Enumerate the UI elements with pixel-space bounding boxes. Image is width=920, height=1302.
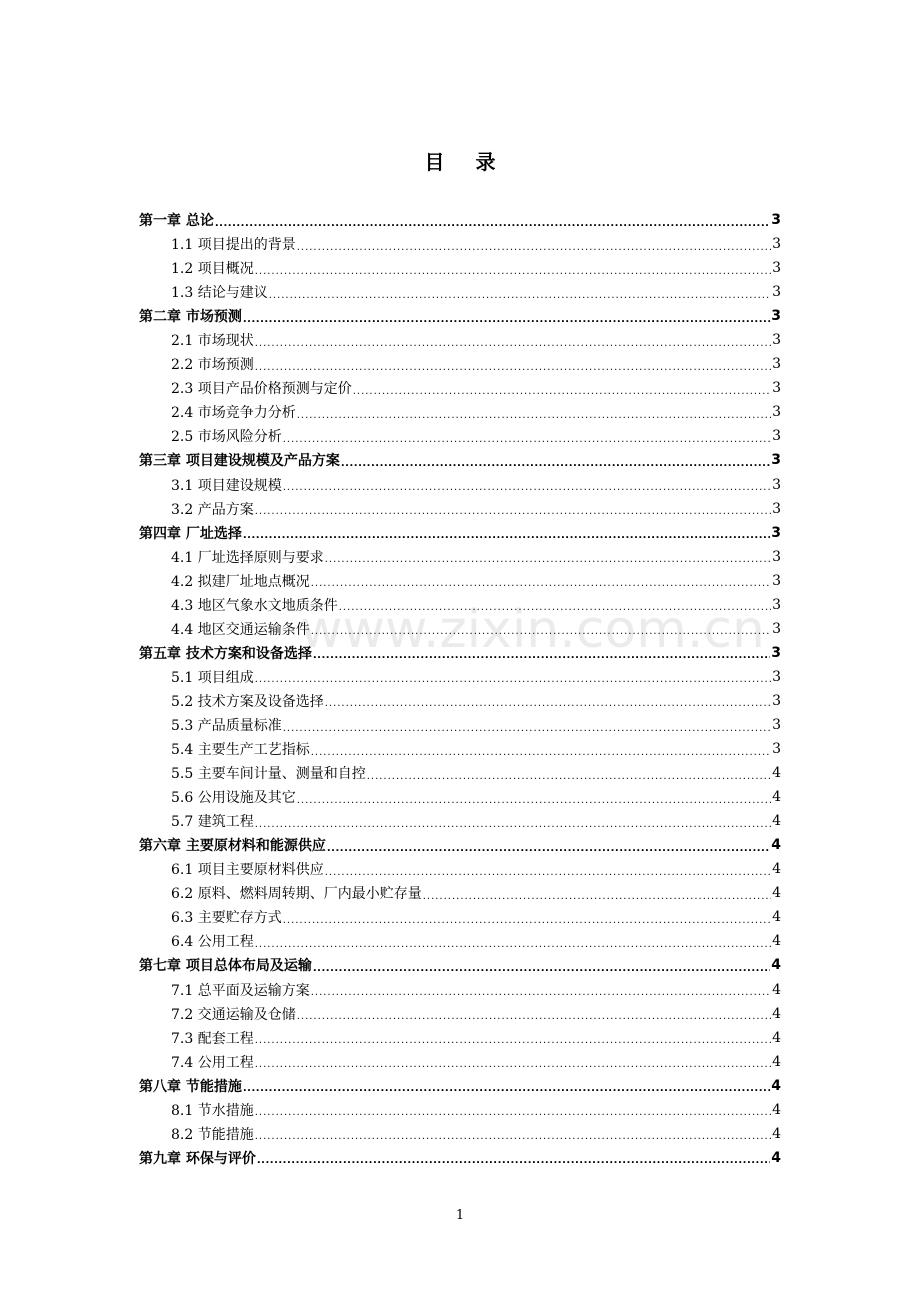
toc-chapter-entry[interactable] xyxy=(139,304,781,328)
toc-entry-title: 6.2 原料、燃料周转期、厂内最小贮存量 xyxy=(171,886,422,903)
toc-section-entry[interactable] xyxy=(139,1026,781,1050)
toc-page-number: 3 xyxy=(771,452,781,469)
toc-page-number: 3 xyxy=(771,524,781,541)
toc-section-entry[interactable] xyxy=(139,376,781,400)
toc-page-number: 3 xyxy=(772,236,781,253)
toc-page-number: 3 xyxy=(772,428,781,445)
toc-page-number: 3 xyxy=(772,572,781,589)
toc-section-entry[interactable] xyxy=(139,593,781,617)
toc-dot-leader xyxy=(215,218,770,229)
toc-dot-leader xyxy=(255,266,771,277)
toc-entry-title: 5.1 项目组成 xyxy=(171,669,254,686)
toc-section-entry[interactable] xyxy=(139,352,781,376)
toc-entry-title: 5.2 技术方案及设备选择 xyxy=(171,693,324,710)
toc-dot-leader xyxy=(311,578,771,589)
toc-dot-leader xyxy=(269,290,771,301)
toc-page-number: 3 xyxy=(772,380,781,397)
toc-dot-leader xyxy=(283,482,771,493)
toc-section-entry[interactable] xyxy=(139,1098,781,1122)
toc-dot-leader xyxy=(243,314,770,325)
toc-section-entry[interactable] xyxy=(139,665,781,689)
toc-page-number: 3 xyxy=(772,332,781,349)
toc-section-entry[interactable] xyxy=(139,400,781,424)
toc-section-entry[interactable] xyxy=(139,785,781,809)
toc-page-number: 3 xyxy=(772,620,781,637)
toc-section-entry[interactable] xyxy=(139,857,781,881)
toc-entry-title: 4.2 拟建厂址地点概况 xyxy=(171,573,310,590)
toc-section-entry[interactable] xyxy=(139,978,781,1002)
toc-dot-leader xyxy=(353,386,771,397)
toc-dot-leader xyxy=(243,530,770,541)
toc-section-entry[interactable] xyxy=(139,617,781,641)
toc-entry-title: 8.2 节能措施 xyxy=(171,1126,254,1143)
toc-section-entry[interactable] xyxy=(139,689,781,713)
toc-dot-leader xyxy=(313,650,770,661)
toc-section-entry[interactable] xyxy=(139,232,781,256)
toc-page-number: 3 xyxy=(772,692,781,709)
toc-section-entry[interactable] xyxy=(139,881,781,905)
toc-page-number: 4 xyxy=(772,1125,781,1142)
toc-entry-title: 第六章 主要原材料和能源供应 xyxy=(139,838,326,855)
toc-entry-title: 6.3 主要贮存方式 xyxy=(171,910,282,927)
toc-entry-title: 4.4 地区交通运输条件 xyxy=(171,621,310,638)
toc-chapter-entry[interactable] xyxy=(139,1074,781,1098)
toc-entry-title: 3.1 项目建设规模 xyxy=(171,477,282,494)
toc-page-number: 4 xyxy=(771,957,781,974)
toc-page-number: 4 xyxy=(772,1029,781,1046)
toc-entry-title: 第七章 项目总体布局及运输 xyxy=(139,958,312,975)
toc-entry-title: 第四章 厂址选择 xyxy=(139,525,242,542)
toc-dot-leader xyxy=(297,795,771,806)
toc-page-number: 3 xyxy=(771,212,781,229)
toc-chapter-entry[interactable] xyxy=(139,448,781,472)
toc-page-number: 3 xyxy=(772,741,781,758)
toc-dot-leader xyxy=(341,458,770,469)
toc-entry-title: 2.3 项目产品价格预测与定价 xyxy=(171,381,352,398)
toc-section-entry[interactable] xyxy=(139,545,781,569)
toc-entry-title: 2.5 市场风险分析 xyxy=(171,429,282,446)
toc-page-number: 4 xyxy=(772,765,781,782)
toc-entry-title: 2.4 市场竞争力分析 xyxy=(171,405,296,422)
toc-dot-leader xyxy=(325,698,771,709)
toc-section-entry[interactable] xyxy=(139,424,781,448)
toc-page-number: 3 xyxy=(772,500,781,517)
toc-chapter-entry[interactable] xyxy=(139,1146,781,1170)
toc-dot-leader xyxy=(255,1035,771,1046)
toc-page-number: 3 xyxy=(771,308,781,325)
toc-dot-leader xyxy=(243,1083,770,1094)
toc-section-entry[interactable] xyxy=(139,497,781,521)
toc-entry-title: 6.1 项目主要原材料供应 xyxy=(171,862,324,879)
table-of-contents xyxy=(139,208,781,1170)
toc-page-number: 4 xyxy=(772,813,781,830)
toc-page-number: 4 xyxy=(772,933,781,950)
toc-chapter-entry[interactable] xyxy=(139,833,781,857)
toc-section-entry[interactable] xyxy=(139,809,781,833)
toc-page-number: 4 xyxy=(772,1005,781,1022)
toc-section-entry[interactable] xyxy=(139,569,781,593)
toc-page-number: 3 xyxy=(772,717,781,733)
toc-entry-title: 4.3 地区气象水文地质条件 xyxy=(171,597,338,614)
toc-dot-leader xyxy=(297,1011,771,1022)
toc-entry-title: 第三章 项目建设规模及产品方案 xyxy=(139,453,340,470)
toc-dot-leader xyxy=(255,506,771,517)
toc-entry-title: 7.3 配套工程 xyxy=(171,1030,254,1047)
toc-dot-leader xyxy=(367,771,771,782)
toc-page-number: 3 xyxy=(772,476,781,493)
toc-section-entry[interactable] xyxy=(139,905,781,929)
toc-page-number: 3 xyxy=(772,356,781,373)
toc-entry-title: 6.4 公用工程 xyxy=(171,934,254,951)
toc-dot-leader xyxy=(283,723,771,734)
toc-dot-leader xyxy=(339,602,771,613)
toc-section-entry[interactable] xyxy=(139,1050,781,1074)
toc-page-number: 3 xyxy=(772,284,781,301)
toc-entry-title: 5.7 建筑工程 xyxy=(171,814,254,831)
toc-entry-title: 5.6 公用设施及其它 xyxy=(171,790,296,807)
toc-dot-leader xyxy=(255,1107,771,1118)
toc-dot-leader xyxy=(255,819,771,830)
toc-entry-title: 7.1 总平面及运输方案 xyxy=(171,982,310,999)
toc-dot-leader xyxy=(255,939,771,950)
toc-page-number: 3 xyxy=(772,668,781,685)
toc-entry-title: 7.2 交通运输及仓储 xyxy=(171,1006,296,1023)
toc-dot-leader xyxy=(327,843,770,854)
toc-page-number: 3 xyxy=(772,596,781,613)
toc-entry-title: 4.1 厂址选择原则与要求 xyxy=(171,549,324,566)
toc-entry-title: 5.5 主要车间计量、测量和自控 xyxy=(171,766,366,783)
toc-dot-leader xyxy=(325,554,771,565)
toc-entry-title: 5.3 产品质量标准 xyxy=(171,718,282,734)
toc-page-number: 3 xyxy=(772,548,781,565)
toc-page-number: 4 xyxy=(771,1149,781,1166)
toc-dot-leader xyxy=(283,434,771,445)
toc-entry-title: 1.1 项目提出的背景 xyxy=(171,237,296,254)
toc-dot-leader xyxy=(257,1155,770,1166)
toc-section-entry[interactable] xyxy=(139,737,781,761)
toc-dot-leader xyxy=(311,747,771,758)
toc-entry-title: 3.2 产品方案 xyxy=(171,501,254,518)
toc-dot-leader xyxy=(255,1059,771,1070)
toc-entry-title: 7.4 公用工程 xyxy=(171,1054,254,1071)
toc-dot-leader xyxy=(255,362,771,373)
toc-page-number: 4 xyxy=(771,1077,781,1094)
toc-dot-leader xyxy=(283,915,771,926)
toc-page-number: 4 xyxy=(772,861,781,878)
toc-entry-title: 第八章 节能措施 xyxy=(139,1078,242,1095)
toc-chapter-entry[interactable] xyxy=(139,641,781,665)
toc-section-entry[interactable] xyxy=(139,280,781,304)
toc-section-entry[interactable] xyxy=(139,328,781,352)
toc-page-number: 4 xyxy=(772,885,781,902)
toc-page-number: 4 xyxy=(772,1053,781,1070)
toc-section-entry[interactable] xyxy=(139,1002,781,1026)
toc-entry-title: 8.1 节水措施 xyxy=(171,1102,254,1119)
page-number: 1 xyxy=(455,1208,465,1223)
toc-dot-leader xyxy=(255,338,771,349)
toc-dot-leader xyxy=(423,891,771,902)
toc-dot-leader xyxy=(255,1131,771,1142)
toc-page-number: 3 xyxy=(772,404,781,421)
toc-page-number: 3 xyxy=(771,644,781,661)
toc-chapter-entry[interactable] xyxy=(139,953,781,977)
toc-page-number: 4 xyxy=(772,909,781,926)
watermark: www.zixin.com.cn xyxy=(300,600,765,660)
toc-entry-title: 第五章 技术方案和设备选择 xyxy=(139,645,312,662)
toc-entry-title: 1.2 项目概况 xyxy=(171,261,254,278)
toc-section-entry[interactable] xyxy=(139,713,781,737)
toc-section-entry[interactable] xyxy=(139,929,781,953)
toc-dot-leader xyxy=(313,963,770,974)
toc-chapter-entry[interactable] xyxy=(139,208,781,232)
toc-entry-title: 5.4 主要生产工艺指标 xyxy=(171,742,310,759)
toc-section-entry[interactable] xyxy=(139,473,781,497)
toc-entry-title: 2.2 市场预测 xyxy=(171,357,254,374)
toc-page-number: 4 xyxy=(772,981,781,998)
toc-page-number: 4 xyxy=(772,789,781,806)
toc-entry-title: 第九章 环保与评价 xyxy=(139,1150,256,1167)
toc-entry-title: 1.3 结论与建议 xyxy=(171,285,268,302)
toc-section-entry[interactable] xyxy=(139,256,781,280)
toc-section-entry[interactable] xyxy=(139,1122,781,1146)
toc-chapter-entry[interactable] xyxy=(139,521,781,545)
toc-page-number: 4 xyxy=(772,1101,781,1118)
toc-dot-leader xyxy=(311,626,771,637)
toc-entry-title: 2.1 市场现状 xyxy=(171,333,254,350)
toc-page-number: 3 xyxy=(772,260,781,277)
toc-entry-title: 第二章 市场预测 xyxy=(139,309,242,326)
toc-entry-title: 第一章 总论 xyxy=(139,213,214,230)
toc-page-number: 4 xyxy=(771,837,781,854)
toc-section-entry[interactable] xyxy=(139,761,781,785)
toc-dot-leader xyxy=(255,674,771,685)
toc-dot-leader xyxy=(311,987,771,998)
page-title: 目 录 xyxy=(424,150,508,174)
toc-dot-leader xyxy=(297,410,771,421)
toc-dot-leader xyxy=(297,242,771,253)
toc-dot-leader xyxy=(325,867,771,878)
